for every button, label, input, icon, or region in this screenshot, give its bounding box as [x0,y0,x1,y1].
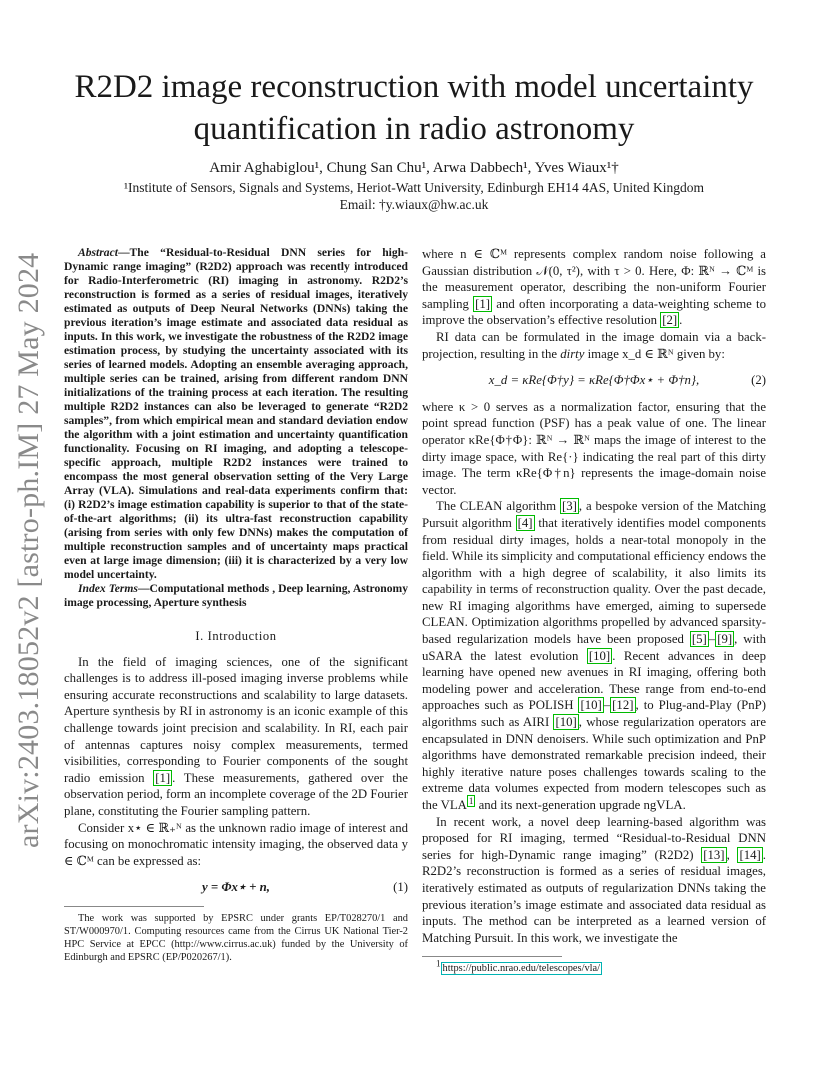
citation-9[interactable]: [9] [717,632,733,647]
right-paragraph-2 [422,329,766,362]
left-column [64,246,408,964]
paper-title: R2D2 image reconstruction with model uncertainty quantification in radio astronomy [74,69,754,147]
right-p4-text-c: that iteratively identifies model components from residual dirty images, holds a near-total monopoly in the field. While its simplicity and computational efficiency endows the algorithm with a high degree of scalability, it also limits its capability in terms of reconstruction quality. Over the past decade, new RI imaging algorithms have emerged, aiming to supersede CLEAN. Optimization algorithms propelled by advanced sparsity-based regularization models have been proposed [422,515,766,647]
section-heading-introduction: I. Introduction [195,629,277,643]
contact-email: Email: †y.wiaux@hw.ac.uk [339,197,489,212]
footnote-rule-right [422,956,562,957]
right-p5-text-a: In recent work, a novel deep learning-based algorithm was proposed for RI imaging, termed “Residual-to-Residual DNN series for high-Dynamic range imaging” (R2D2) [422,814,766,862]
range-dash: – [708,632,716,647]
equation-2 [422,372,766,389]
citation-5[interactable]: [5] [691,632,707,647]
right-paragraph-5 [422,814,766,947]
right-paragraph-4 [422,498,766,813]
vla-footnote [422,958,766,975]
right-column [422,246,766,975]
footnote-number: 1 [436,958,441,969]
right-p5-text-b: . R2D2’s reconstruction is formed as a series of residual images, iteratively estimated as outputs of regularization DNNs taking the previous iteration’s image estimate and associated data residual as inputs. The method can be interpreted as a learned version of Matching Pursuit. In this work, we investigate the [422,847,766,945]
citation-2[interactable]: [2] [662,313,678,328]
right-p2-dirty-word: dirty [560,346,585,361]
citation-separator: , [726,847,738,862]
right-p1-text-a: where n ∈ ℂᴹ represents complex random noise following a Gaussian distribution 𝒩(0, τ²), with τ > 0. Here, Φ: ℝᴺ → ℂᴹ is the measurement operator, describing the non-uniform Fourier sampling [422,247,766,311]
intro-p1-text-b: . These measurements, gathered over the observation period, form an incomplete coverage of the 2D Fourier plane, constituting the Fourier sampling pattern. [64,770,408,818]
vla-link[interactable]: https://public.nrao.edu/telescopes/vla/ [442,963,601,975]
affiliation: ¹Institute of Sensors, Signals and Systems, Heriot-Watt University, Edinburgh EH14 4AS, United Kingdom [123,180,705,195]
intro-paragraph-1 [64,654,408,820]
citation-10-c[interactable]: [10] [555,715,577,730]
abstract [64,246,408,582]
arxiv-identifier-text[interactable]: arXiv:2403.18052v2 [astro-ph.IM] 27 May 2024 [12,252,45,848]
intro-paragraph-2: Consider x⋆ ∈ ℝ₊ᴺ as the unknown radio image of interest and focusing on monochromatic intensity imaging, the observed data y ∈ ℂᴹ can be expressed as: [64,820,408,868]
right-p4-text-e: . Recent advances in deep learning have opened new avenues in RI imaging, offering both modeling power and acceleration. These range from end-to-end approaches such as POLISH [422,648,766,713]
right-p4-text-d: , with uSARA the latest evolution [422,632,766,663]
right-p4-text-a: The CLEAN algorithm [436,499,560,514]
index-terms-lead: Index Terms [78,582,138,595]
right-paragraph-3: where κ > 0 serves as a normalization factor, ensuring that the point spread function (PSF) has a peak value of one. The linear operator κRe{Φ†Φ}: ℝᴺ → ℝᴺ maps the image of interest to the dirty image space, with Re{·} indicating the real part of this dirty image. The term κRe{Φ†n} represents the image-domain noise vector. [422,399,766,497]
citation-10[interactable]: [10] [588,648,611,663]
citation-14[interactable]: [14] [739,847,761,862]
citation-3[interactable]: [3] [561,499,577,514]
right-p1-text-b: and often incorporating a data-weighting scheme to improve the observation’s effective resolution [422,296,766,328]
citation-4[interactable]: [4] [517,515,533,530]
equation-1-body: y = Φx⋆ + n, [202,880,270,895]
citation-1-b[interactable]: [1] [475,296,491,311]
right-p4-text-f: , to Plug-and-Play (PnP) algorithms such as AIRI [422,698,766,730]
right-p4-text-h: and its next-generation upgrade ngVLA. [475,798,686,812]
abstract-text: —The “Residual-to-Residual DNN series for high-Dynamic range imaging” (R2D2) approach was recently introduced for Radio-Interferometric (RI) imaging in astronomy. R2D2’s reconstruction is formed as a series of residual images, iteratively estimated as outputs of Deep Neural Networks (DNNs) taking the previous iteration’s image estimate and associated data residual as inputs. In this work, we investigate the robustness of the R2D2 image estimation process, by studying the uncertainty associated with its series of learned models. Adopting an ensemble averaging approach, multiple series can be trained, arising from different random DNN initializations of the training process at each iteration. The resulting multiple R2D2 instances can also be leveraged to generate “R2D2 samples”, from which empirical mean and standard deviation endow the algorithm with a joint estimation and uncertainty quantification functionality. Focusing on RI imaging, and adopting a telescope-specific approach, multiple R2D2 instances were trained to encompass the most general observation setting of the Very Large Array (VLA). Simulations and real-data experiments confirm that: (i) R2D2’s image estimation capability is superior to that of the state-of-the-art algorithms; (ii) its ultra-fast reconstruction capability (arising from series with only few DNNs) makes the computation of multiple reconstruction samples and of uncertainty maps practical even at large image dimension; (iii) it is characterized by a very low model uncertainty. [64,246,408,581]
right-p4-text-b: , a bespoke version of the Matching Pursuit algorithm [422,499,766,530]
right-p2-text-a: RI data can be formulated in the image domain via a back-projection, resulting in the [422,329,766,361]
range-dash-b: – [603,698,611,713]
citation-12[interactable]: [12] [612,698,634,713]
footnote-marker-1[interactable]: 1 [468,795,474,806]
citation-1[interactable]: [1] [155,770,171,785]
right-p4-text-g: , whose regularization operators are encapsulated in DNN denoisers. While such optimization and PnP algorithms have demonstrated remarkable precision indeed, their highly iterative nature poses challenges towards scaling to the extreme data volumes expected from modern telescopes such as the VLA [422,715,766,812]
citation-10-b[interactable]: [10] [580,698,602,713]
funding-footnote: The work was supported by EPSRC under grants EP/T028270/1 and ST/W000970/1. Computing resources came from the Cirrus UK National Tier-2 HPC Service at EPCC (http://www.cirrus.ac.uk) funded by the University of Edinburgh and EPSRC (EP/P020267/1). [64,912,408,963]
equation-1-number: (1) [393,880,408,895]
index-terms [64,582,408,610]
abstract-lead: Abstract [78,246,118,259]
equation-2-number: (2) [751,373,766,388]
intro-p1-text-a: In the field of imaging sciences, one of the significant challenges is to address ill-posed imaging inverse problems while ensuring accurate reconstructions and scalability to large datasets. Aperture synthesis by RI in astronomy is an iconic example of this challenge towards joint precision and scalability. In RI, each pair of antennas captures noisy complex measurements, termed visibilities, corresponding to Fourier components of the sought radio emission [64,654,408,785]
author-list: Amir Aghabiglou¹, Chung San Chu¹, Arwa Dabbech¹, Yves Wiaux¹† [209,160,619,176]
equation-2-body: x_d = κRe{Φ†y} = κRe{Φ†Φx⋆ + Φ†n}, [488,373,700,388]
citation-13[interactable]: [13] [703,847,725,862]
right-p2-text-b: image x_d ∈ ℝᴺ given by: [584,346,725,361]
footnote-rule [64,906,204,907]
right-paragraph-1: where n ∈ ℂᴹ represents complex random noise following a Gaussian distribution 𝒩(0, τ²), with τ > 0. Here, Φ: ℝᴺ → ℂᴹ is the measurement operator, describing the non-uniform Fourier sampling [1] and often incorporating a data-weighting scheme to improve the observation’s effective resolution [2] . [422,247,766,328]
equation-1 [64,879,408,896]
index-terms-text: —Computational methods , Deep learning, Astronomy image processing, Aperture synthesis [64,582,408,609]
